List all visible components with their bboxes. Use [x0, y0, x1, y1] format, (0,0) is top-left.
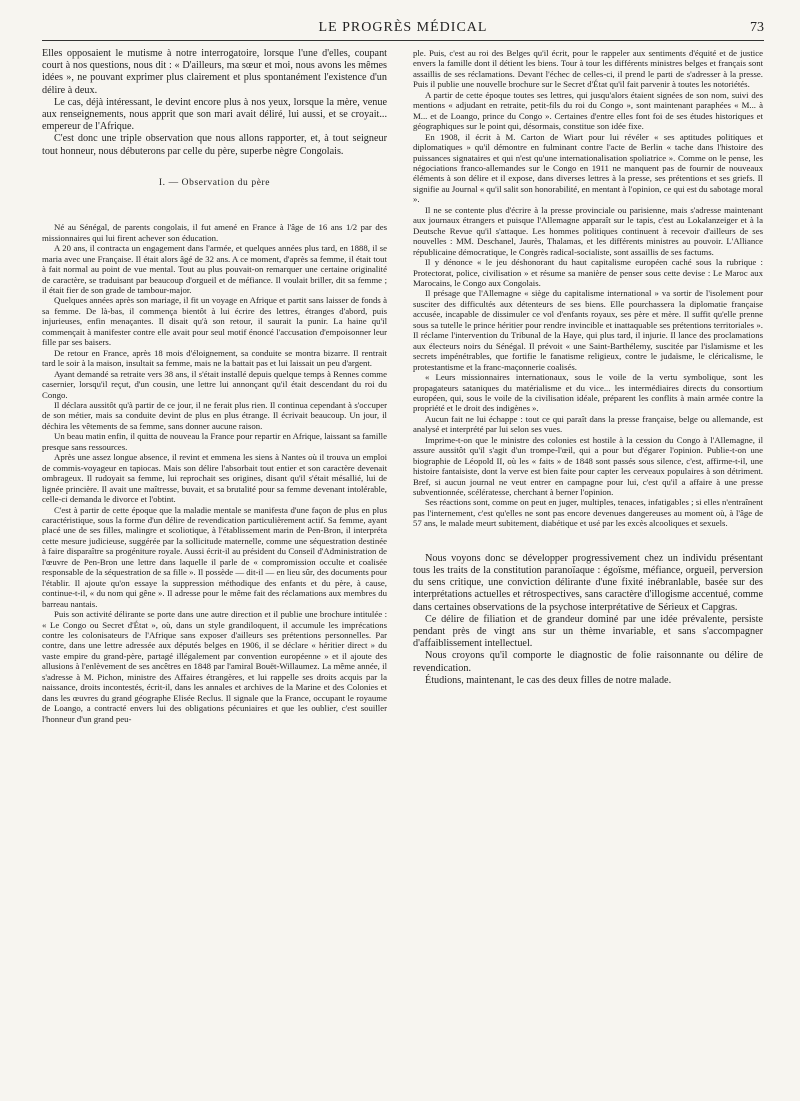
left-column	[42, 48, 387, 724]
intro-paragraph: Elles opposaient le mutisme à notre interrogatoire, lorsque l'une d'elles, coupant court à nos questions, nous dit : « D'ailleurs, ma sœur et moi, nous avons les mêmes idées », ne pouvant exprimer plus clairement et plus spontanément l'existence d'un délire à deux.	[42, 48, 387, 96]
body-paragraph: Il présage que l'Allemagne « siège du capitalisme international » va sortir de l'isolement pour susciter des difficultés aux détenteurs de ses biens. Elle pourchassera la diplomatie française accusée, incapable de dissimuler ce vol d'enfants royaux, ses père et mère. Il suffit qu'elle prenne sous sa tutelle le prince héritier pour rendre invincible et inattaquable ses prétentions territoriales ». Il réclame l'intervention du Tribunal de la Haye, qui plus tard, il injurie. Il lance des proclamations aux électeurs noirs du Sénégal. Il prévoit « une Saint-Barthélemy, suscitée par l'islamisme et les secrets impénétrables, que fortifie le fanatisme religieux, contre le judaïsme, le cléricalisme, le protestantisme et la franc-maçonnerie coalisés.	[413, 288, 763, 372]
body-paragraph: Il déclara aussitôt qu'à partir de ce jour, il ne ferait plus rien. Il continua cependant à s'occuper de son métier, mais sa conduite devint de plus en plus étrange. Il écrivait beaucoup. Un jour, il déchira les vêtements de sa femme, sans donner aucune raison.	[42, 399, 387, 431]
journal-title: LE PROGRÈS MÉDICAL	[318, 20, 488, 35]
body-paragraph: De retour en France, après 18 mois d'éloignement, sa conduite se montra bizarre. Il rentrait tard le soir à la maison, insultait sa femme, mais ne la battait pas et lui laissait un peu d'argent.	[42, 347, 387, 369]
body-paragraph: A partir de cette époque toutes ses lettres, qui jusqu'alors étaient signées de son nom, suivi des mentions « adjudant en retraite, petit-fils du roi du Congo », sont maintenant paraphées « M... à M... et de Loango, prince du Congo ». Certaines d'entre elles font foi de ses études historiques et géographiques sur le point qui, désormais, constitue son idée fixe.	[413, 89, 763, 132]
body-paragraph: Imprime-t-on que le ministre des colonies est hostile à la cession du Congo à l'Allemagne, il assure aussitôt qu'il s'agit d'un trompe-l'œil, qui a pour but d'égarer l'opinion. Publie-t-on une biographie de Léopold II, où les « faits » de 1848 sont passés sous silence, c'est, affirme-t-il, une histoire fantaisiste, dont la verve est bien faite pour capter les cerveaux populaires à son détriment. Bref, si aucun journal ne veut entrer en campagne pour lui, c'est qu'il a affaire à une presse subventionnée, scélératesse, cherchant à berner l'opinion.	[413, 434, 763, 498]
body-paragraph: C'est à partir de cette époque que la maladie mentale se manifesta d'une façon de plus en plus caractéristique, sous la forme d'un délire de revendication particulièrement actif. Sa femme, ayant placé une de ses filles, malingre et scoliotique, à l'établissement marin de Pen-Bron, il interpréta cette mesure judicieuse, suggérée par la sollicitude maternelle, comme une séquestration destinée à faire disparaître sa progéniture royale. Aussi écrit-il au président du Conseil d'Administration de l'œuvre de Pen-Bron une lettre dans laquelle il parle de « compromission occulte et coalisée responsable de la séquestration de sa fille ». Il possède — dit-il — en lieu sûr, des documents pour l'établir. Il ajoute qu'on essaye la suppression méthodique des enfants et du père, à cause, continue-t-il, « du nom qui gêne ». Il adresse pour le même fait des réclamations aux membres du barreau nantais.	[42, 504, 387, 609]
body-paragraph: Né au Sénégal, de parents congolais, il fut amené en France à l'âge de 16 ans 1/2 par des missionnaires qui lui firent achever son éducation.	[42, 222, 387, 243]
conclusion-paragraph: Ce délire de filiation et de grandeur dominé par une idée prévalente, persiste pendant près de vingt ans sur un thème invariable, et sans s'accompagner d'affaiblissement intellectuel.	[413, 613, 763, 650]
body-paragraph: Puis son activité délirante se porte dans une autre direction et il publie une brochure intitulée : « Le Congo ou Secret d'État », où, dans un style grandiloquent, il accumule les imprécations contre les colonisateurs de l'Afrique sans exposer d'ailleurs ses prétentions personnelles. Par contre, dans une lettre adressée aux députés belges en 1906, il se déclare « héritier direct » du vaste empire du grand-père, partagé illégalement par convention européenne » et il ajoute des allusions à l'enlèvement de ses ancêtres en 1848 par l'amiral Bouët-Willaumez. La même année, il s'adresse à M. Pichon, ministre des Affaires étrangères, et lui rappelle ses droits acquis par la naissance, droits incontestés, écrit-il, dans les annales et archives de la Marine et des Colonies et dans les œuvres du grand géographe Elisée Reclus. Il signale que la France, occupant le royaume de Loango, a contracté envers lui des obligations pécuniaires et que les oublier, c'est souiller l'honneur d'un grand peu-	[42, 609, 387, 724]
body-paragraph: Ayant demandé sa retraite vers 38 ans, il s'était installé depuis quelque temps à Rennes comme casernier, lorsqu'il reçut, d'un cousin, une lettre lui annonçant qu'il était descendant du roi du Congo.	[42, 368, 387, 400]
intro-paragraph: Le cas, déjà intéressant, le devint encore plus à nos yeux, lorsque la mère, venue aux renseignements, nous apprit que son mari avait déliré, lui aussi, et se croyait... empereur de l'Afrique.	[42, 96, 387, 133]
body-paragraph: A 20 ans, il contracta un engagement dans l'armée, et quelques années plus tard, en 1888, il se maria avec une Française. Il était alors âgé de 32 ans. A ce moment, d'après sa femme, il était tout à fait normal au point de vue mental. Tout au plus pouvait-on remarquer une certaine originalité de caractère, se traduisant par beaucoup d'orgueil et de méfiance. Il voulait briller, dit sa femme ; il était fier de son grade de tambour-major.	[42, 243, 387, 295]
conclusion-block	[413, 553, 763, 687]
page-header	[42, 18, 764, 41]
body-paragraph: Il ne se contente plus d'écrire à la presse provinciale ou parisienne, mais s'adresse maintenant aux journaux étrangers et puisque l'Allemagne apparaît sur le tapis, c'est au Lokalanzeiger et à la Deutsche Revue qu'il s'attaque. Les hommes politiques continuent à recevoir d'ailleurs de ses nouvelles : MM. Deschanel, Jaurès, Thalamas, et les différents ministres au pouvoir. L'Alliance républicaine démocratique, le Congrès radical-socialiste, sont assaillis de ses factums.	[413, 204, 763, 257]
page-number: 73	[750, 20, 764, 35]
intro-paragraph: C'est donc une triple observation que nous allons rapporter, et, à tout seigneur tout honneur, nous débuterons par celle du père, superbe nègre Congolais.	[42, 133, 387, 157]
body-paragraph: Après une assez longue absence, il revint et emmena les siens à Nantes où il trouva un emploi de commis-voyageur en tapiocas. Mais son délire l'absorbait tout entier et son caractère devenait ombrageux. Il rudoyait sa femme, lui reprochait ses origines, disant qu'il s'était mésallié, lui de lignée princière. Il avait une maîtresse, buvait, et sa brutalité pour sa femme devenant intolérable, celle-ci demanda le divorce et l'obtint.	[42, 452, 387, 505]
conclusion-paragraph: Étudions, maintenant, le cas des deux filles de notre malade.	[425, 674, 672, 686]
conclusion-paragraph: Nous voyons donc se développer progressivement chez un individu présentant tous les traits de la constitution paranoïaque : égoïsme, méfiance, orgueil, perversion du sens critique, une conviction délirante d'une fixité inébranlable, basée sur des interprétations actuelles et rétrospectives, sans caractère d'illogisme accentué, comme dans certaines observations de la psychose interprétative de Sérieux et Capgras.	[413, 552, 763, 613]
body-paragraph: En 1908, il écrit à M. Carton de Wiart pour lui révéler « ses aptitudes politiques et diplomatiques » qu'il démontre en fulminant contre l'acte de Berlin « tache dans l'histoire des puissances signataires et qui n'est qu'une internationalisation spoliatrice ». Comme on le pense, les négociations franco-allemandes sur le Congo en 1911 ne manquent pas de fournir de nouveaux éléments à son délire et il expose, dans diverses lettres à la presse, ses prétentions et ses griefs. Il signifie au Journal « qu'il salit son honorabilité, en mentant à l'opinion, ce qui est du sabotage moral ».	[413, 131, 763, 205]
body-paragraph: « Leurs missionnaires internationaux, sous le voile de la vertu symbolique, sont les propagateurs sataniques du matérialisme et du vice... les intermédiaires directs du consortium européen, qui, sous le voile de la civilisation idéale, préparent les conflits à main armée contre la propriété et le droit des indigènes ».	[413, 372, 763, 414]
body-paragraph: Quelques années après son mariage, il fit un voyage en Afrique et partit sans laisser de fonds à sa femme. De là-bas, il commença bientôt à lui écrire des lettres, étranges d'abord, puis injurieuses, enfin menaçantes. Il disait qu'à son retour, il saurait la punir. La haine qu'il commençait à manifester contre elle avait pour seul motif énoncé l'accusation d'empoisonner leur fille par ses baisers.	[42, 295, 387, 348]
body-paragraph: Un beau matin enfin, il quitta de nouveau la France pour repartir en Afrique, laissant sa famille presque sans ressources.	[42, 431, 387, 452]
section-title: I. — Observation du père	[158, 177, 271, 188]
conclusion-paragraph: Nous croyons qu'il comporte le diagnostic de folie raisonnante ou délire de revendication.	[413, 650, 763, 674]
body-paragraph: ple. Puis, c'est au roi des Belges qu'il écrit, pour le rappeler aux sentiments d'équité et de justice envers la famille dont il détient les biens. Tour à tour les différents ministres belges et français sont assaillis de ses réclamations. Devant l'échec de celles-ci, il prend le parti de s'adresser à la presse. Puis il publie une nouvelle brochure sur le Secret d'État qu'il fait parvenir à toutes les notoriétés.	[413, 48, 763, 90]
body-paragraph: Il y dénonce « le jeu déshonorant du haut capitalisme européen caché sous la rubrique : Protectorat, police, civilisation » et résume sa manière de penser sous cette devise : Le Maroc aux Marocains, le Congo aux Congolais.	[413, 257, 763, 288]
right-column	[413, 48, 763, 687]
body-paragraph: Ses réactions sont, comme on peut en juger, multiples, tenaces, infatigables ; si elles n'entraînent pas l'internement, c'est qu'elles ne sont pas encore devenues dangereuses au moment où, à l'âge de 57 ans, le malade meurt subitement, diabétique et usé par les excès alcooliques et sexuels.	[413, 497, 763, 529]
body-paragraph: Aucun fait ne lui échappe : tout ce qui paraît dans la presse française, belge ou allemande, est analysé et interprété par lui selon ses vues.	[413, 413, 763, 435]
intro-block	[42, 48, 387, 158]
